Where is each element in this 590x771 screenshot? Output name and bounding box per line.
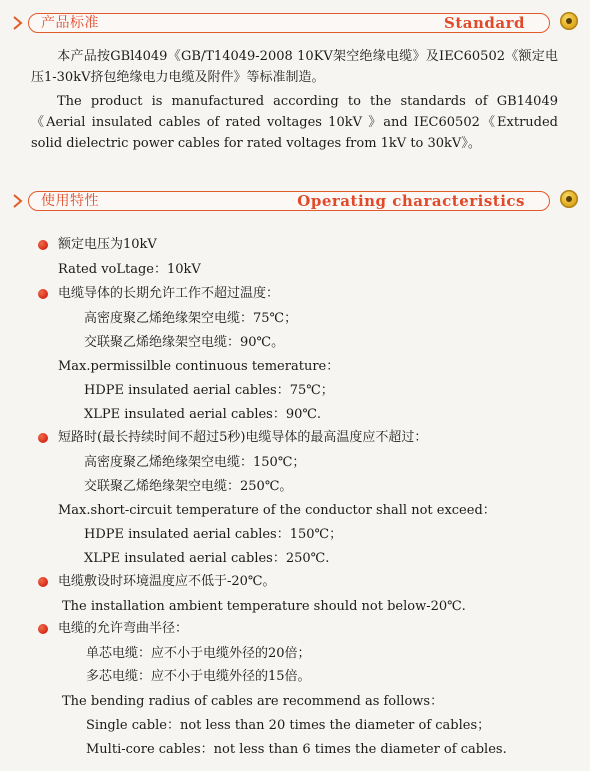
- spec-line: Rated voLtage：10kV: [58, 262, 201, 277]
- spec-line: 交联聚乙烯绝缘架空电缆：90℃。: [84, 335, 285, 350]
- section-title-en: Operating characteristics: [297, 192, 525, 210]
- bullet-icon: [38, 577, 48, 587]
- spec-line: The installation ambient temperature should not below-20℃.: [62, 599, 466, 614]
- chevron-right-icon: [10, 14, 26, 32]
- section-title-cn: 使用特性: [41, 193, 99, 209]
- spec-line: 高密度聚乙烯绝缘架空电缆：75℃；: [84, 311, 298, 326]
- standard-paragraph-cn: 本产品按GBl4049《GB/T14049-2008 10KV架空绝缘电缆》及IEC60502《额定电压1-30kV挤包绝缘电力电缆及附件》等标准制造。: [31, 49, 558, 85]
- spec-line: Max.short-circuit temperature of the conductor shall not exceed：: [58, 503, 496, 518]
- spec-line: 多芯电缆：应不小于电缆外径的15倍。: [86, 669, 311, 684]
- coin-icon: [560, 12, 578, 30]
- section-title-cn: 产品标准: [41, 15, 99, 31]
- chevron-right-icon: [10, 192, 26, 210]
- spec-line: HDPE insulated aerial cables：75℃；: [84, 383, 334, 398]
- spec-line: 额定电压为10kV: [58, 237, 157, 252]
- spec-line: Single cable：not less than 20 times the diameter of cables；: [86, 718, 491, 733]
- spec-line: 电缆敷设时环境温度应不低于-20℃。: [58, 574, 276, 589]
- coin-icon: [560, 190, 578, 208]
- spec-line: Max.permissilble continuous temerature：: [58, 359, 340, 374]
- spec-line: Multi-core cables：not less than 6 times the diameter of cables.: [86, 742, 507, 757]
- bullet-icon: [38, 240, 48, 250]
- spec-line: 电缆的允许弯曲半径：: [58, 621, 189, 636]
- spec-line: 交联聚乙烯绝缘架空电缆：250℃。: [84, 479, 293, 494]
- section-header-standard: [0, 8, 590, 38]
- spec-line: 短路时(最长持续时间不超过5秒)电缆导体的最高温度应不超过：: [58, 430, 428, 445]
- bullet-icon: [38, 624, 48, 634]
- section-title-pill: [28, 191, 550, 211]
- spec-line: 电缆导体的长期允许工作不超过温度：: [58, 286, 280, 301]
- spec-line: The bending radius of cables are recommend as follows：: [62, 694, 444, 709]
- bullet-icon: [38, 289, 48, 299]
- section-title-en: Standard: [444, 14, 525, 32]
- section-title-pill: [28, 13, 550, 33]
- standard-paragraph-en: The product is manufactured according to the standards of GB14049《Aerial insulated cables of rated voltages 10kV 》and IEC60502《Extruded solid dielectric power cables for rated voltages from 1kV to 30kV》。: [31, 94, 558, 151]
- spec-line: 单芯电缆：应不小于电缆外径的20倍；: [86, 646, 311, 661]
- spec-line: HDPE insulated aerial cables：150℃；: [84, 527, 343, 542]
- bullet-icon: [38, 433, 48, 443]
- spec-line: XLPE insulated aerial cables：90℃.: [84, 407, 322, 422]
- spec-line: 高密度聚乙烯绝缘架空电缆：150℃；: [84, 455, 306, 470]
- spec-line: XLPE insulated aerial cables：250℃.: [84, 551, 330, 566]
- section-header-operating: [0, 186, 590, 216]
